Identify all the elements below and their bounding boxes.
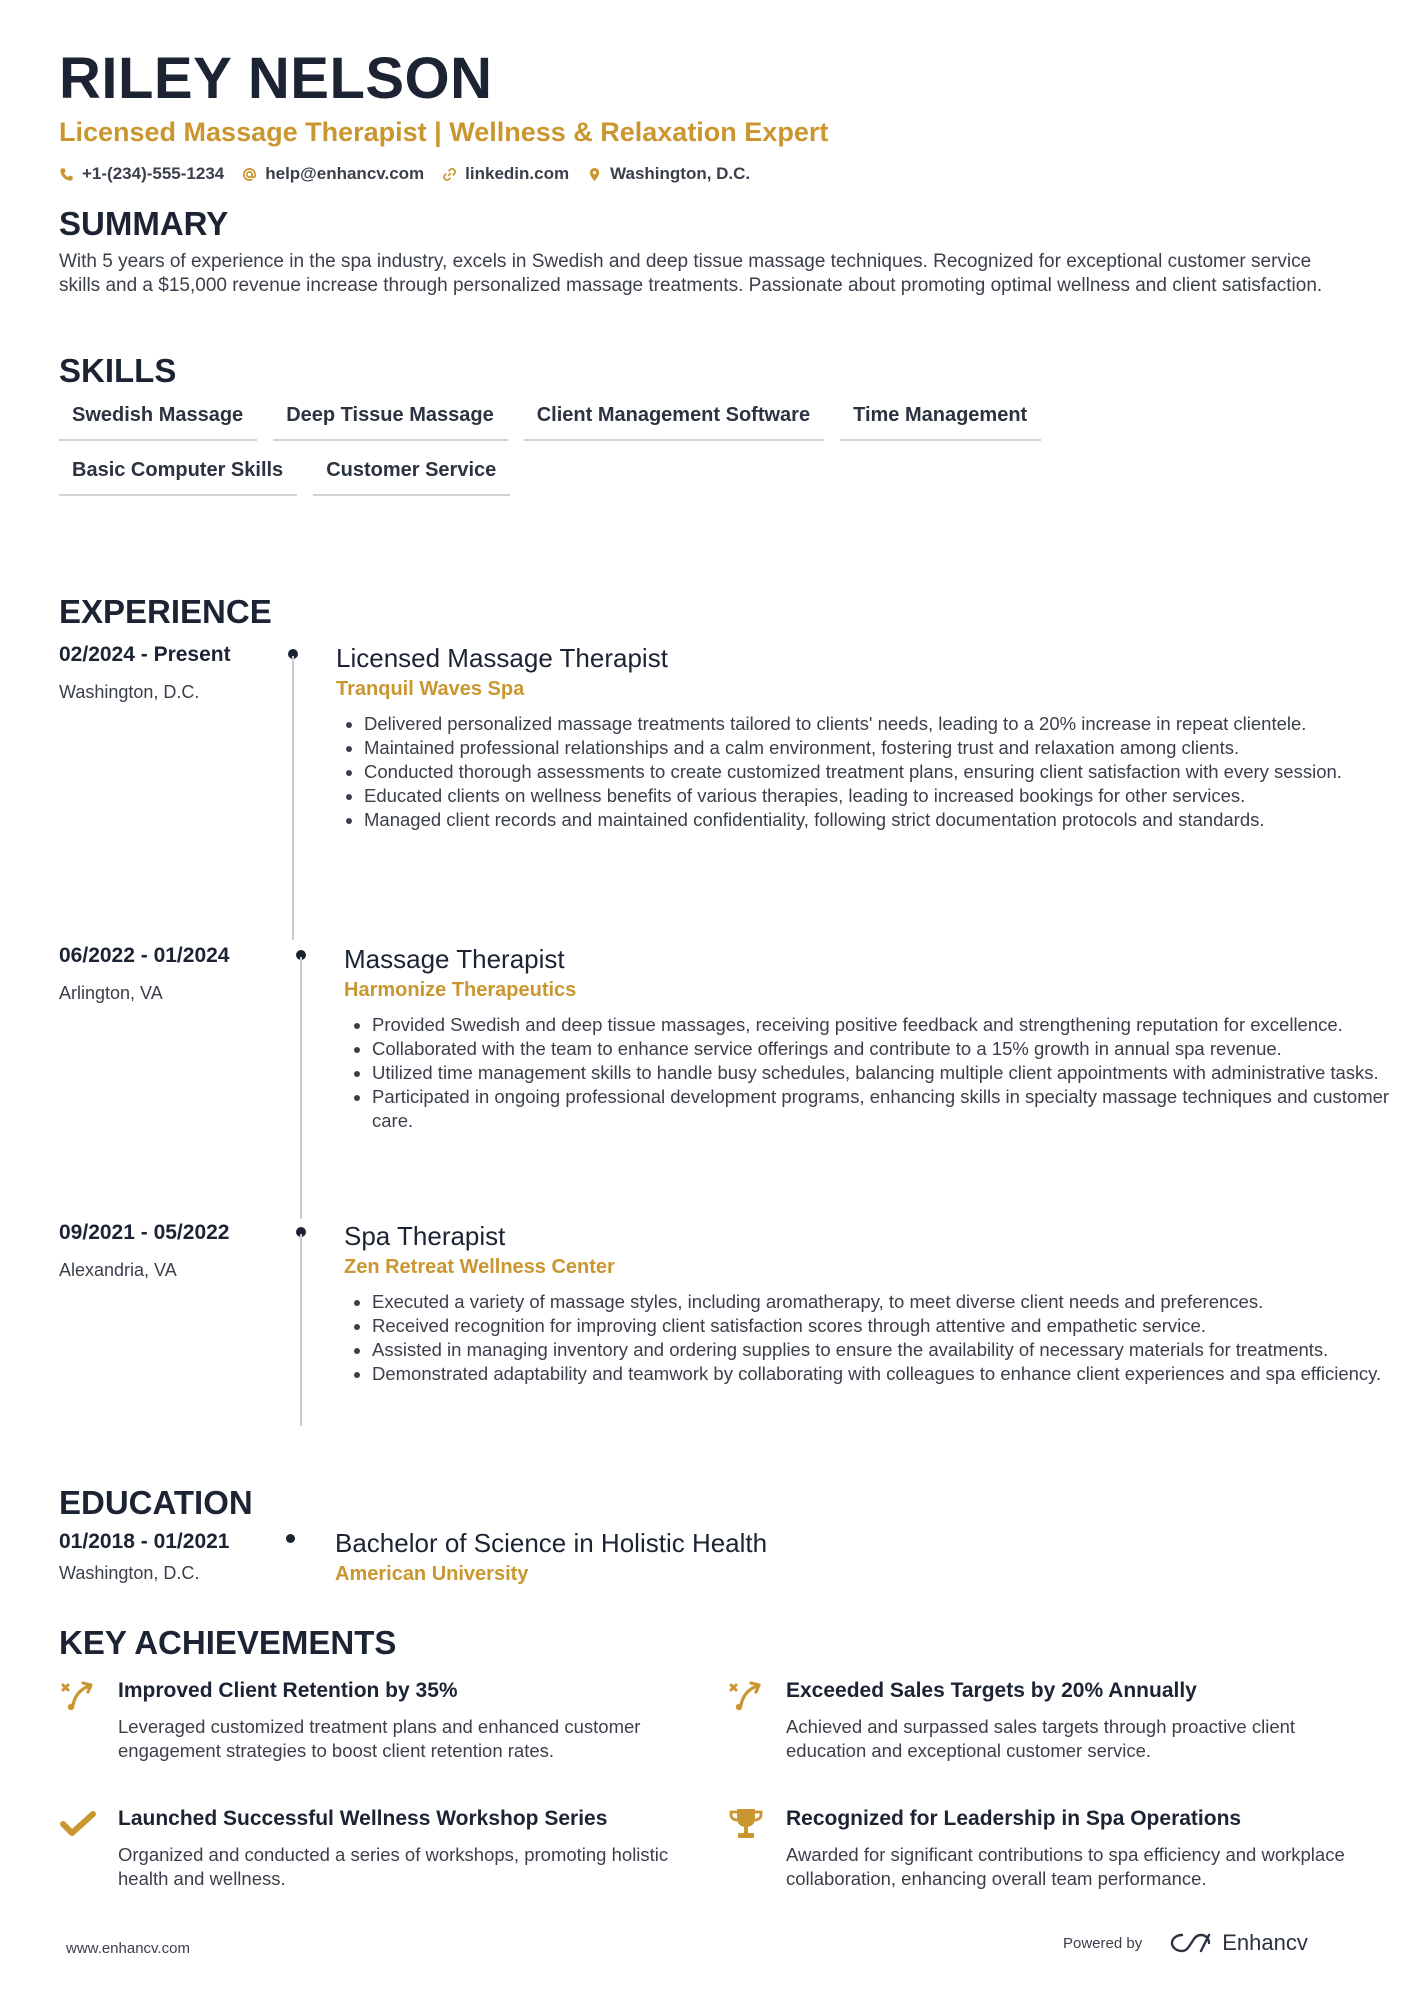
- job-dates: 06/2022 - 01/2024: [59, 944, 230, 967]
- contact-linkedin[interactable]: [442, 164, 569, 184]
- candidate-headline: Licensed Massage Therapist | Wellness & Relaxation Expert: [59, 117, 829, 147]
- education-location: Washington, D.C.: [59, 1563, 200, 1583]
- skills-heading: SKILLS: [59, 352, 177, 389]
- trophy-icon: [727, 1807, 765, 1841]
- skill-tag: Basic Computer Skills: [59, 458, 297, 496]
- achievements-heading: KEY ACHIEVEMENTS: [59, 1624, 397, 1661]
- candidate-name: RILEY NELSON: [59, 46, 493, 111]
- summary-heading: SUMMARY: [59, 205, 229, 242]
- achievement-title: Improved Client Retention by 35%: [118, 1679, 458, 1702]
- experience-section: [59, 592, 1390, 1384]
- job-dates: 02/2024 - Present: [59, 643, 231, 666]
- growth-arrow-icon: [727, 1679, 765, 1713]
- skills-section: [59, 351, 1359, 496]
- summary-text: With 5 years of experience in the spa industry, excels in Swedish and deep tissue massage techniques. Recognized for exceptional customer service skills and a $15,000 revenue increase through personalized massage treatments. Passionate about promoting optimal wellness and client satisfaction.: [59, 251, 1323, 296]
- job-details: [344, 943, 1404, 1133]
- timeline-dot: [286, 1534, 295, 1543]
- job-bullet: • Executed a variety of massage styles, including aromatherapy, to meet diverse client needs and preferences.: [372, 1290, 1404, 1314]
- contact-linkedin-text: linkedin.com: [465, 164, 570, 183]
- brand-name: Enhancv: [1222, 1930, 1308, 1955]
- job-company: Tranquil Waves Spa: [336, 678, 525, 700]
- job-title: Licensed Massage Therapist: [336, 643, 668, 673]
- job-bullet: • Assisted in managing inventory and ordering supplies to ensure the availability of necessary materials for treatments.: [372, 1338, 1404, 1362]
- skill-tag: Client Management Software: [524, 403, 824, 441]
- education-school: American University: [335, 1563, 529, 1585]
- achievement-title: Launched Successful Wellness Workshop Series: [118, 1807, 608, 1830]
- footer-website[interactable]: www.enhancv.com: [66, 1940, 190, 1957]
- job-bullet: • Participated in ongoing professional development programs, enhancing skills in specialty massage techniques and customer care.: [372, 1085, 1404, 1133]
- job-dates: 09/2021 - 05/2022: [59, 1221, 230, 1244]
- education-heading: EDUCATION: [59, 1484, 253, 1521]
- brand-logo[interactable]: [1168, 1930, 1308, 1956]
- job-location: Arlington, VA: [59, 983, 163, 1003]
- achievement-title: Exceeded Sales Targets by 20% Annually: [786, 1679, 1197, 1702]
- contact-email[interactable]: [242, 164, 424, 184]
- job-meta: [59, 943, 289, 1005]
- job-bullet: • Collaborated with the team to enhance service offerings and contribute to a 15% growth in annual spa revenue.: [372, 1037, 1404, 1061]
- education-entry: [59, 1525, 1359, 1595]
- phone-icon: [59, 167, 74, 182]
- contact-bar: [59, 164, 1359, 184]
- experience-heading: EXPERIENCE: [59, 593, 272, 630]
- achievement-description: Organized and conducted a series of workshops, promoting holistic health and wellness.: [118, 1844, 669, 1889]
- job-details: [344, 1220, 1404, 1386]
- job-company: Zen Retreat Wellness Center: [344, 1256, 615, 1278]
- achievements-section: [59, 1623, 1359, 1889]
- achievement-description: Achieved and surpassed sales targets through proactive client education and exceptional customer service.: [786, 1716, 1296, 1761]
- powered-by-label: Powered by: [1063, 1934, 1143, 1952]
- job-bullet: • Demonstrated adaptability and teamwork by collaborating with colleagues to enhance client experiences and spa efficiency.: [372, 1362, 1404, 1386]
- education-section: [59, 1483, 1359, 1595]
- contact-phone-text: +1-(234)-555-1234: [82, 164, 225, 183]
- achievement-description: Awarded for significant contributions to spa efficiency and workplace collaboration, enhancing overall team performance.: [786, 1844, 1345, 1889]
- job-bullets: [336, 712, 1410, 832]
- job-details: [336, 642, 1410, 832]
- education-dates: 01/2018 - 01/2021: [59, 1530, 230, 1553]
- contact-email-text: help@enhancv.com: [265, 164, 425, 183]
- link-icon: [442, 167, 457, 182]
- job-bullet: • Delivered personalized massage treatments tailored to clients' needs, leading to a 20% increase in repeat clientele.: [364, 712, 1410, 736]
- contact-location: [587, 164, 750, 184]
- education-degree: Bachelor of Science in Holistic Health: [335, 1528, 768, 1558]
- job-bullet: • Managed client records and maintained confidentiality, following strict documentation protocols and standards.: [364, 808, 1410, 832]
- job-bullet: • Received recognition for improving client satisfaction scores through attentive and empathetic service.: [372, 1314, 1404, 1338]
- job-bullets: [344, 1290, 1404, 1386]
- job-title: Spa Therapist: [344, 1221, 506, 1251]
- job-location: Alexandria, VA: [59, 1260, 177, 1280]
- at-sign-icon: [242, 167, 257, 182]
- achievement-title: Recognized for Leadership in Spa Operations: [786, 1807, 1242, 1830]
- job-bullet: • Provided Swedish and deep tissue massages, receiving positive feedback and strengthening reputation for excellence.: [372, 1013, 1404, 1037]
- job-bullet: • Conducted thorough assessments to create customized treatment plans, ensuring client satisfaction with every session.: [364, 760, 1410, 784]
- summary-section: [59, 204, 1359, 298]
- skill-tag: Time Management: [840, 403, 1041, 441]
- timeline-line: [300, 957, 302, 1219]
- timeline-line: [292, 656, 294, 940]
- contact-location-text: Washington, D.C.: [610, 164, 751, 183]
- job-bullet: • Educated clients on wellness benefits of various therapies, leading to increased bookings for other services.: [364, 784, 1410, 808]
- job-bullet: • Maintained professional relationships and a calm environment, fostering trust and relaxation among clients.: [364, 736, 1410, 760]
- job-title: Massage Therapist: [344, 944, 565, 974]
- achievement-description: Leveraged customized treatment plans and enhanced customer engagement strategies to boost client retention rates.: [118, 1716, 641, 1761]
- timeline-line: [300, 1234, 302, 1426]
- skill-tag: Deep Tissue Massage: [273, 403, 508, 441]
- job-bullet: • Utilized time management skills to handle busy schedules, balancing multiple client appointments with administrative tasks.: [372, 1061, 1404, 1085]
- job-bullets: [344, 1013, 1404, 1133]
- job-meta: [59, 642, 289, 704]
- growth-arrow-icon: [59, 1679, 97, 1713]
- skill-tag: Swedish Massage: [59, 403, 257, 441]
- job-location: Washington, D.C.: [59, 682, 200, 702]
- checkmark-icon: [59, 1807, 97, 1841]
- location-pin-icon: [587, 167, 602, 182]
- skills-list: [59, 403, 1159, 496]
- footer-branding: [1063, 1930, 1308, 1956]
- job-company: Harmonize Therapeutics: [344, 979, 577, 1001]
- job-meta: [59, 1220, 289, 1282]
- contact-phone[interactable]: [59, 164, 224, 184]
- resume-page: [59, 44, 1390, 1889]
- skill-tag: Customer Service: [313, 458, 510, 496]
- enhancv-logo-icon: [1168, 1931, 1212, 1955]
